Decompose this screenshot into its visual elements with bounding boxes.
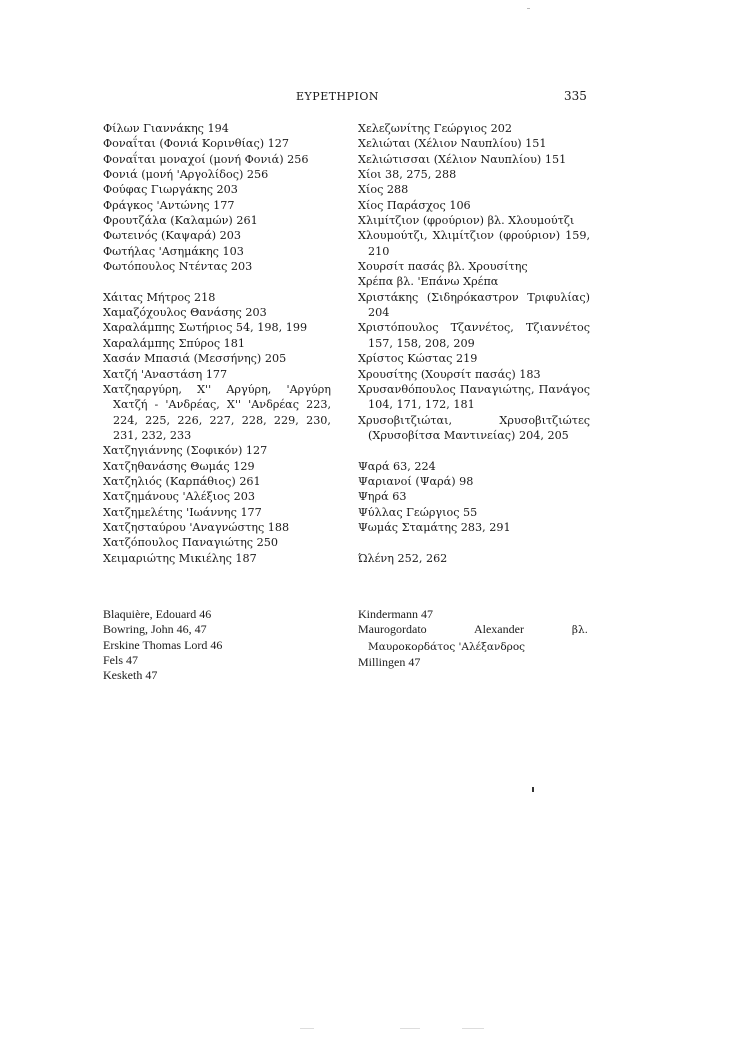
index-entry: Χατζησταύρου 'Αναγνώστης 188: [103, 520, 290, 534]
index-entry: Ψαριανοί (Ψαρά) 98: [358, 474, 474, 488]
index-entry: Χαμαζόχουλος Θανάσης 203: [103, 306, 267, 320]
index-entry: Χατζηγιάννης (Σοφικόν) 127: [103, 444, 268, 458]
index-entry: Χατζηθανάσης Θωμάς 129: [103, 459, 255, 473]
index-entry: Χαραλάμπης Σωτήριος 54, 198, 199: [103, 321, 308, 335]
index-entry: Χατζόπουλος Παναγιώτης 250: [103, 536, 278, 550]
index-entry: Ψύλλας Γεώργιος 55: [358, 505, 478, 519]
index-entry-greek-part: βλ. Μαυροκορδάτος 'Αλέξανδρος: [368, 624, 588, 653]
index-entry: Kindermann 47: [358, 607, 433, 621]
index-entry: Χειμαριώτης Μικιέλης 187: [103, 551, 257, 565]
index-entry: Blaquière, Edouard 46: [103, 607, 212, 621]
index-entry: Ώλένη 252, 262: [358, 551, 448, 565]
index-entry: Φίλων Γιαννάκης 194: [103, 122, 229, 135]
index-entry: Χίος Παράσχος 106: [358, 198, 471, 212]
index-entry: Χλουμούτζι, Χλιμίτζιον (φρούριον) 159, 210: [358, 229, 590, 258]
index-entry: Erskine Thomas Lord 46: [103, 637, 223, 652]
index-entry: Φοναΐται (Φονιά Κορινθίας) 127: [103, 137, 289, 151]
index-entry: Χουρσίτ πασάς βλ. Χρουσίτης: [358, 260, 528, 274]
index-entry: Φονιά (μονή 'Αργολίδος) 256: [103, 168, 269, 182]
index-entry-latin-part: Maurogordato Alexander: [358, 622, 524, 637]
scan-artifact: [527, 8, 530, 9]
index-entry: Χατζηλιός (Καρπάθιος) 261: [103, 474, 261, 488]
section-gap: [358, 535, 590, 550]
index-entry: Χελεζωνίτης Γεώργιος 202: [358, 122, 512, 135]
index-entry: Χατζή 'Αναστάση 177: [103, 367, 228, 381]
index-entry: Ψαρά 63, 224: [358, 459, 436, 473]
scan-artifact: [300, 1028, 314, 1029]
index-entry: Χρυσανθόπουλος Παναγιώτης, Πανάγος 104, 171, 172, 181: [358, 382, 590, 412]
index-entry: Millingen 47: [358, 654, 421, 669]
index-entry: Ψηρά 63: [358, 490, 407, 504]
index-entry: Χελιώτισσαι (Χέλιον Ναυπλίου) 151: [358, 152, 567, 166]
scan-artifact: [462, 1028, 484, 1029]
index-entry: Χατζημάνους 'Αλέξιος 203: [103, 490, 255, 504]
index-entry: Φράγκος 'Αντώνης 177: [103, 198, 235, 212]
index-entry: Bowring, John 46, 47: [103, 622, 207, 637]
greek-index-left-column: [103, 121, 331, 566]
index-entry: Χρίστος Κώστας 219: [358, 352, 478, 366]
section-gap: [103, 274, 331, 289]
index-entry: Kesketh 47: [103, 668, 158, 683]
index-entry: Φωτόπουλος Ντέντας 203: [103, 260, 253, 274]
index-entry: Φοναΐται μοναχοί (μονή Φονιά) 256: [103, 152, 309, 166]
index-entry: Φούφας Γιωργάκης 203: [103, 183, 238, 197]
latin-index-right-column: [358, 607, 588, 670]
index-entry: Fels 47: [103, 652, 139, 667]
index-entry: Χίοι 38, 275, 288: [358, 168, 457, 182]
page-title: ΕΥΡΕΤΗΡΙΟΝ: [296, 90, 380, 103]
index-entry: Χριστάκης (Σιδηρόκαστρον Τριφυλίας) 204: [358, 290, 590, 320]
index-entry: [358, 622, 588, 655]
index-entry: Φωτήλας 'Ασημάκης 103: [103, 244, 244, 258]
index-entry: Χλιμίτζιον (φρούριον) βλ. Χλουμούτζι: [358, 214, 575, 228]
index-entry: Χάιτας Μήτρος 218: [103, 290, 216, 304]
index-entry: Χελιώται (Χέλιον Ναυπλίου) 151: [358, 137, 547, 151]
latin-index-left-column: [103, 607, 303, 683]
greek-index-right-column: [358, 121, 590, 566]
index-entry: Ψωμάς Σταμάτης 283, 291: [358, 520, 511, 534]
scan-artifact: [400, 1028, 420, 1029]
index-entry: Χατζηαργύρη, Χ'' Αργύρη, 'Αργύρη Χατζή - 'Ανδρέας, Χ'' 'Ανδρέας 223, 224, 225, 226, 227, 228, 229, 230, 231, 232, 233: [103, 382, 331, 442]
index-entry: Χαραλάμπης Σπύρος 181: [103, 336, 245, 350]
section-gap: [358, 443, 590, 458]
page-number: 335: [564, 89, 587, 103]
index-entry: Χρυσοβιτζιώται, Χρυσοβιτζιώτες (Χρυσοβίτσα Μαντινείας) 204, 205: [358, 413, 590, 442]
index-entry: Φρουτζάλα (Καλαμών) 261: [103, 214, 258, 228]
index-entry: Χασάν Μπασιά (Μεσσήνης) 205: [103, 352, 287, 366]
index-entry: Χίος 288: [358, 183, 409, 197]
scan-artifact: [532, 787, 534, 792]
index-entry: Φωτεινός (Καψαρά) 203: [103, 229, 242, 243]
index-entry: Χρουσίτης (Χουρσίτ πασάς) 183: [358, 367, 541, 381]
index-entry: Χριστόπουλος Τζαννέτος, Τζιαννέτος 157, 158, 208, 209: [358, 321, 590, 350]
index-entry: Χρέπα βλ. 'Επάνω Χρέπα: [358, 275, 499, 289]
index-entry: Χατζημελέτης 'Ιωάννης 177: [103, 505, 262, 519]
